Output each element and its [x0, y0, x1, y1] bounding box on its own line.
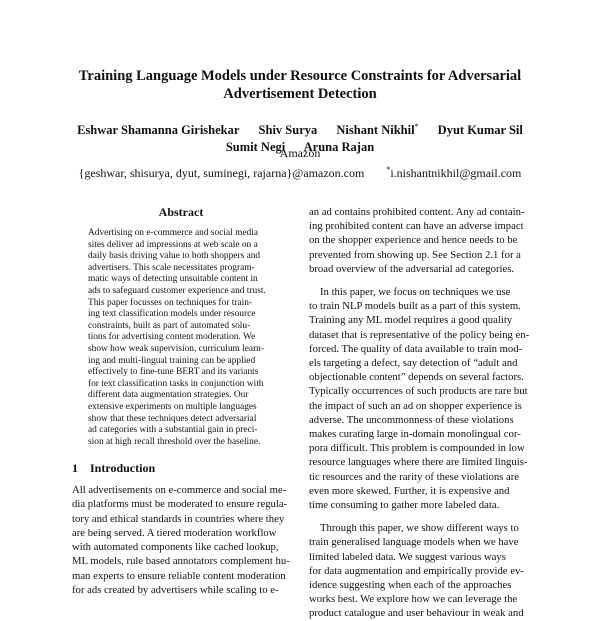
body-line: an ad contains prohibited content. Any ad contain- — [309, 206, 525, 218]
body-line: time consuming to gather more labeled data. — [309, 499, 500, 512]
abstract-line: for text classification tasks in conjunction with — [88, 378, 264, 389]
body-line: ML models, rule based annotators complement hu- — [72, 555, 290, 568]
right-column — [309, 205, 531, 621]
title-line: Training Language Models under Resource Constraints for Adversarial — [78, 68, 522, 84]
abstract-line: ing text classification models under resource — [88, 309, 256, 320]
abstract-line: advertisers. This scale necessitates program- — [88, 262, 255, 273]
section-title: Introduction — [90, 461, 156, 476]
body-line: man experts to ensure reliable content moderation — [72, 569, 286, 582]
author-name: Shiv Surya — [258, 123, 318, 137]
abstract-line: matic ways of detecting unsuitable content in — [88, 274, 258, 285]
author-name: Dyut Kumar Sil — [437, 123, 523, 137]
abstract-heading: Abstract — [158, 205, 204, 219]
abstract-line: tions for advertising content moderation. We — [88, 332, 256, 343]
body-line: limited labeled data. We suggest various ways — [309, 550, 506, 563]
author-line-1 — [40, 118, 560, 139]
abstract-line: constraints, built as part of automated solu- — [88, 320, 251, 331]
body-line: All advertisements on e-commerce and social me- — [72, 484, 287, 497]
left-column — [72, 205, 290, 597]
body-line: els targeting a defect, say detection of “adult and — [309, 357, 518, 370]
abstract-line: show that these techniques detect adversarial — [88, 413, 257, 424]
author-emails — [40, 162, 560, 181]
abstract-body — [88, 228, 274, 448]
abstract-line: ads to safeguard customer experience and trust. — [88, 285, 266, 296]
footnote-mark: * — [414, 122, 419, 131]
affiliation: Amazon — [279, 146, 321, 160]
email-group: {geshwar, shisurya, dyut, suminegi, rajarna}@amazon.com — [78, 166, 365, 180]
body-line: Through this paper, we show different ways to — [320, 522, 519, 535]
title-line: Advertisement Detection — [223, 86, 377, 102]
body-line: pora difficult. This problem is compounded in low — [309, 442, 525, 455]
body-line: to train NLP models built as a part of this system. — [309, 300, 521, 313]
paper-title — [40, 67, 560, 103]
abstract-line: ad categories with a substantial gain in preci- — [88, 425, 258, 436]
paragraph — [309, 521, 531, 620]
body-line: the impact of such an ad on shopper experience is — [309, 399, 522, 412]
body-line: with automated components like cached lookup, — [72, 541, 279, 554]
author-name: Sumit Negi — [225, 140, 286, 154]
body-line: for data augmentation and empirically provide ev- — [309, 564, 524, 577]
abstract-line: daily basis driving value to both shoppers and — [88, 251, 261, 262]
body-line: broad overview of the adversarial ad categories. — [309, 262, 515, 275]
paragraph — [309, 205, 531, 276]
body-line: for ads created by advertisers while scaling to e- — [72, 583, 279, 596]
body-line: works best. We explore how we can leverage the — [309, 593, 518, 606]
body-line: adverse. The uncommonness of these violations — [309, 413, 514, 426]
body-line: dia platforms must be moderated to ensure regula- — [72, 498, 288, 511]
body-line: idence suggesting when each of the approaches — [309, 579, 512, 592]
abstract-line: show how weak supervision, curriculum learn- — [88, 343, 264, 354]
abstract-line: sites deliver ad impressions at web scale on a — [88, 239, 258, 250]
body-line: even more skewed. Further, it is expensive and — [309, 484, 510, 497]
body-line: ing prohibited content can have an adverse impact — [309, 220, 524, 233]
body-line: on the shopper experience and hence needs to be — [309, 234, 518, 247]
body-line: tic resources and the rarity of these violations are — [309, 470, 520, 483]
abstract-line: This paper focusses on techniques for train- — [88, 297, 253, 308]
body-line: resource languages where there are limited linguis- — [309, 456, 528, 469]
author-name: Aruna Rajan — [303, 140, 375, 154]
body-line: train generalised language models when we have — [309, 536, 519, 549]
section-number: 1 — [72, 461, 78, 476]
author-name: Nishant Nikhil — [336, 123, 415, 137]
body-line: objectionable content” depends on several factors. — [309, 371, 524, 384]
email-personal: i.nishantnikhil@gmail.com — [390, 166, 522, 180]
body-line: Typically occurrences of such products are rare but — [309, 385, 528, 398]
body-line: tory and ethical standards in countries where they — [72, 512, 285, 525]
body-line: Training any ML model requires a good quality — [309, 314, 513, 327]
abstract-line: different data augmentation strategies. Our — [88, 390, 249, 401]
section-heading-introduction — [72, 461, 290, 475]
body-line: forced. The quality of data available to train mod- — [309, 342, 523, 355]
body-line: are being served. A tiered moderation workflow — [72, 526, 277, 539]
paragraph — [309, 285, 531, 512]
abstract-line: ing and multi-lingual training can be applied — [88, 355, 256, 366]
footnote-mark: * — [386, 165, 391, 174]
body-line: In this paper, we focus on techniques we use — [320, 286, 511, 299]
abstract-line: Advertising on e-commerce and social media — [88, 228, 258, 238]
body-line: dataset that is representative of the policy being en- — [309, 328, 530, 341]
introduction-body — [72, 483, 290, 597]
abstract-line: sion at high recall threshold over the baseline. — [88, 436, 261, 447]
author-name: Eshwar Shamanna Girishekar — [77, 123, 240, 137]
body-line: prevented from showing up. See Section 2.1 for a — [309, 248, 521, 261]
abstract-line: extensive experiments on multiple languages — [88, 401, 257, 412]
body-line: makes curating large in-domain monolingual cor- — [309, 428, 521, 441]
abstract-line: effectively to fine-tune BERT and its variants — [88, 367, 259, 378]
body-line: product catalogue and user behaviour in weak and — [309, 607, 524, 620]
